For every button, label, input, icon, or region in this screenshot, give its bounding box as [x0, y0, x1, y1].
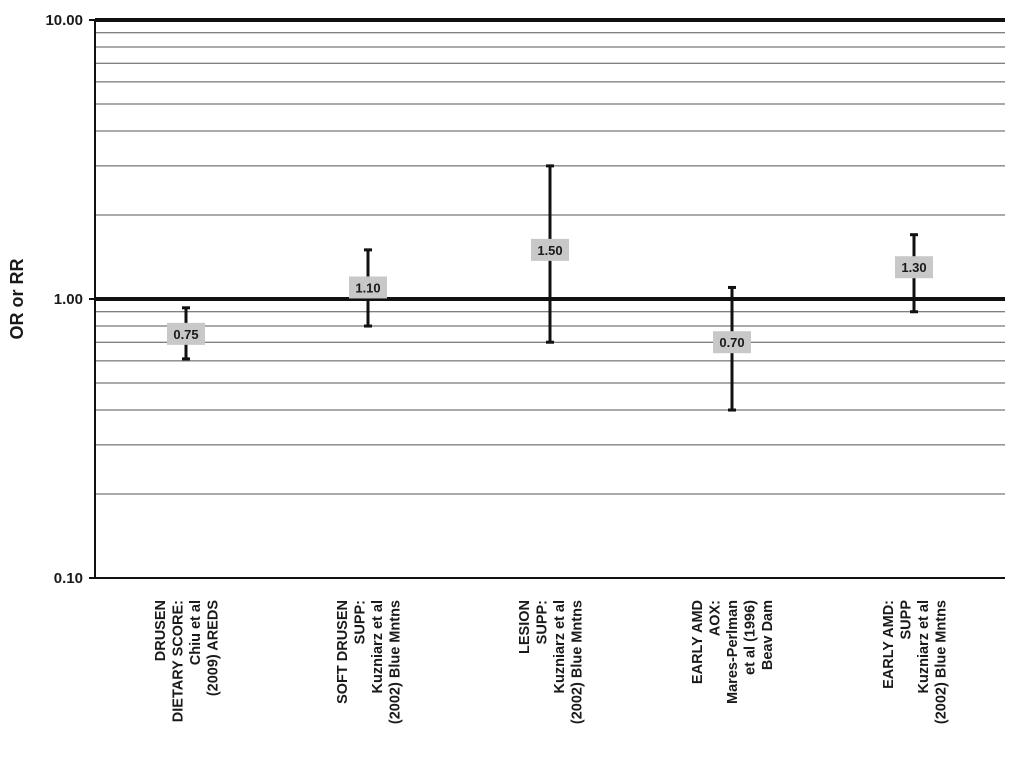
x-category-label-line: Chiu et al: [187, 600, 204, 666]
y-axis-title: OR or RR: [7, 258, 27, 340]
error-bar-point: [531, 166, 569, 342]
data-label: 1.10: [355, 280, 381, 296]
x-category-label-line: AOX:: [707, 600, 724, 637]
y-tick-label: 0.10: [53, 570, 83, 587]
x-category-label-line: SUPP:: [352, 600, 369, 645]
x-category-label-line: Kuzniarz et al: [369, 600, 386, 694]
error-bar-series: [167, 166, 933, 410]
x-category-label-line: EARLY AMD: [690, 600, 706, 685]
x-category-label-line: Kuzniarz et al: [551, 600, 568, 694]
x-category-label-line: EARLY AMD:: [880, 600, 897, 689]
x-category-label-line: (2009) AREDS: [205, 600, 222, 697]
x-category-label-line: SUPP:: [534, 600, 551, 645]
x-category-label-line: (2002) Blue Mntns: [933, 600, 950, 725]
x-category-label-line: DIETARY SCORE:: [170, 600, 187, 723]
x-category-label-line: Mares-Perlman: [725, 600, 741, 704]
x-axis-category-labels: [153, 600, 950, 724]
x-category-label: [517, 600, 586, 724]
error-bar-point: [713, 287, 751, 410]
data-label: 0.75: [173, 326, 199, 342]
x-category-label-line: DRUSEN: [152, 600, 169, 662]
x-category-label-line: (2002) Blue Mntns: [387, 600, 404, 725]
error-bar-point: [349, 250, 387, 326]
y-tick-label: 10.00: [45, 12, 83, 29]
y-tick-label: 1.00: [53, 291, 83, 308]
x-category-label-line: SOFT DRUSEN: [334, 600, 351, 704]
x-category-label-line: Beav Dam: [760, 600, 776, 671]
x-category-label: [881, 600, 950, 724]
data-label: 0.70: [719, 335, 745, 351]
y-axis-ticks: [45, 12, 95, 587]
x-category-label-line: SUPP: [898, 600, 915, 640]
x-category-label: [153, 600, 222, 723]
x-category-label-line: LESION: [516, 600, 533, 654]
x-category-label-line: (2002) Blue Mntns: [569, 600, 586, 725]
data-label: 1.30: [901, 260, 927, 276]
data-label: 1.50: [537, 242, 563, 258]
x-category-label: [690, 600, 776, 704]
x-category-label: [335, 600, 404, 724]
x-category-label-line: Kuzniarz et al: [915, 600, 932, 694]
error-bar-point: [167, 308, 205, 359]
x-category-label-line: et al (1996): [742, 600, 759, 675]
